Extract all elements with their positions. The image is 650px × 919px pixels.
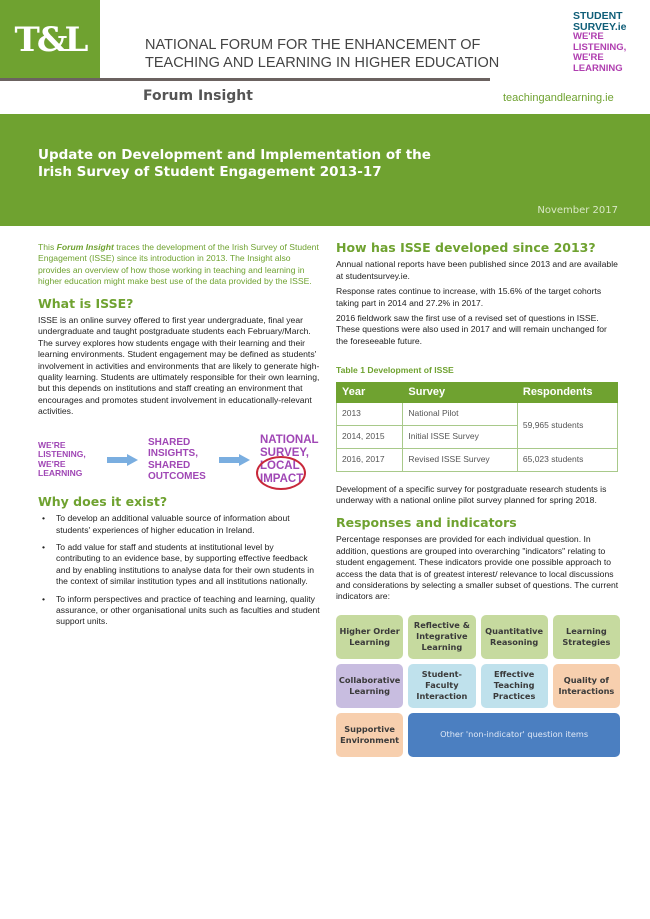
title-line-2: Irish Survey of Student Engagement 2013-17 — [38, 164, 382, 180]
logo-line: SURVEY.ie — [573, 20, 627, 33]
paragraph: Development of a specific survey for postgraduate research students is underway with a national online pilot survey planned for spring 2018. — [336, 484, 607, 506]
why-heading: Why does it exist? — [38, 493, 168, 509]
paragraph: Response rates continue to increase, with 15.6% of the target cohorts taking part in 2014 and 27.2% in 2017. — [336, 286, 602, 308]
motto-national — [260, 434, 320, 486]
title-line-1: Update on Development and Implementation of the — [38, 147, 431, 163]
studentsurvey-logo — [573, 11, 627, 74]
motto-shared: SHARED INSIGHTS, SHARED OUTCOMES — [148, 436, 206, 483]
indicator-box: Learning Strategies — [553, 615, 620, 659]
cell: Revised ISSE Survey — [403, 449, 517, 472]
intro-text: This — [38, 242, 57, 252]
motto-graphic — [38, 434, 320, 486]
cell: 2016, 2017 — [337, 449, 403, 472]
what-heading: What is ISSE? — [38, 295, 134, 311]
header-year: Year — [337, 382, 403, 402]
intro-text: traces the development of the Irish Survey of Student Engagement (ISSE) since its introduction in 2013. The Insight also provides an overview of how those working in teaching and learning in higher education might make best use of the data provided by the ISSE. — [38, 242, 319, 287]
table-row — [337, 403, 618, 426]
logo-line: STUDENT — [573, 10, 623, 22]
organisation-name — [145, 36, 499, 72]
table-header-row — [337, 382, 618, 402]
cell: Initial ISSE Survey — [403, 426, 517, 449]
logo-line: WE'RE — [573, 52, 604, 63]
logo-text: T&L — [14, 20, 86, 60]
table-caption: Table 1 Development of ISSE — [336, 365, 454, 376]
paragraph: Annual national reports have been published since 2013 and are available at studentsurvey.ie. — [336, 259, 618, 281]
right-column — [336, 242, 620, 757]
logo-line: LEARNING — [573, 62, 623, 74]
circle-highlight-icon — [256, 456, 306, 490]
cell: 2013 — [337, 403, 403, 426]
series-name: Forum Insight — [143, 88, 253, 104]
development-table — [336, 382, 618, 472]
indicator-box: Reflective & Integrative Learning — [408, 615, 475, 659]
list-item: • To add value for staff and students at institutional level by contributing to an evidence base, by supporting effective feedback and by enabling institutions to analyse data for their own students in the context of similar institution types and all institutions nationally. — [38, 542, 320, 588]
indicator-box: Student-Faculty Interaction — [408, 664, 475, 708]
cell: 59,965 students — [517, 403, 617, 449]
motto-national-text: NATIONAL SURVEY, LOCAL IMPACT — [260, 433, 319, 485]
intro-paragraph — [38, 242, 320, 288]
tl-logo — [0, 0, 100, 80]
indicator-box: Quantitative Reasoning — [481, 615, 548, 659]
what-body: ISSE is an online survey offered to first year undergraduate, final year undergraduate and taught postgraduate students each February/March. The survey explores how students engage with their learning and their learning environments. Student engagement may be defined as students' involvement in activities and environments that are likely to generate high-quality learning. Students are ultimately responsible for their own learning, but this depends on institutions and staff creating an environment that encourages and promotes student involvement in educationally-relevant activities. — [38, 315, 320, 417]
arrow-right-icon — [219, 454, 251, 466]
header-divider — [0, 78, 490, 81]
list-item: • To develop an additional valuable source of information about students' experiences of higher education in Ireland. — [38, 513, 320, 536]
cell: National Pilot — [403, 403, 517, 426]
indicator-box: Quality of Interactions — [553, 664, 620, 708]
why-list — [38, 513, 320, 628]
website-link[interactable]: teachingandlearning.ie — [503, 92, 614, 104]
header-survey: Survey — [403, 382, 517, 402]
left-column — [38, 242, 320, 634]
indicator-box: Collaborative Learning — [336, 664, 403, 708]
arrow-right-icon — [107, 454, 139, 466]
document-title — [38, 147, 431, 181]
non-indicator-box: Other 'non-indicator' question items — [408, 713, 620, 757]
logo-line: LISTENING, — [573, 41, 627, 53]
header-respondents: Respondents — [517, 382, 617, 402]
intro-emphasis: Forum Insight — [56, 242, 114, 252]
how-heading: How has ISSE developed since 2013? — [336, 240, 596, 255]
cell: 2014, 2015 — [337, 426, 403, 449]
indicator-box: Higher Order Learning — [336, 615, 403, 659]
indicator-box: Supportive Environment — [336, 713, 403, 757]
publication-date: November 2017 — [537, 205, 618, 216]
paragraph: Percentage responses are provided for each individual question. In addition, questions are grouped into overarching "indicators" relating to student engagement. These indicators provide one possible approach to access the data that is of greatest interest/ relevance to local discussions and considerations by selecting a smaller subset of questions. The current indicators are: — [336, 534, 619, 602]
logo-line: WE'RE — [573, 31, 604, 42]
responses-heading: Responses and indicators — [336, 514, 517, 530]
org-line-1: NATIONAL FORUM FOR THE ENHANCEMENT OF — [145, 37, 481, 53]
indicator-grid — [336, 615, 620, 757]
table-row — [337, 449, 618, 472]
list-item: • To inform perspectives and practice of teaching and learning, quality assurance, or other organisational units such as faculties and student support units. — [38, 594, 320, 628]
cell: 65,023 students — [517, 449, 617, 472]
indicator-box: Effective Teaching Practices — [481, 664, 548, 708]
org-line-2: TEACHING AND LEARNING IN HIGHER EDUCATION — [145, 55, 500, 71]
motto-listening: WE'RE LISTENING, WE'RE LEARNING — [38, 439, 86, 479]
paragraph: 2016 fieldwork saw the first use of a revised set of questions in ISSE. These questions were also used in 2017 and will remain unchanged for the foreseeable future. — [336, 313, 607, 346]
